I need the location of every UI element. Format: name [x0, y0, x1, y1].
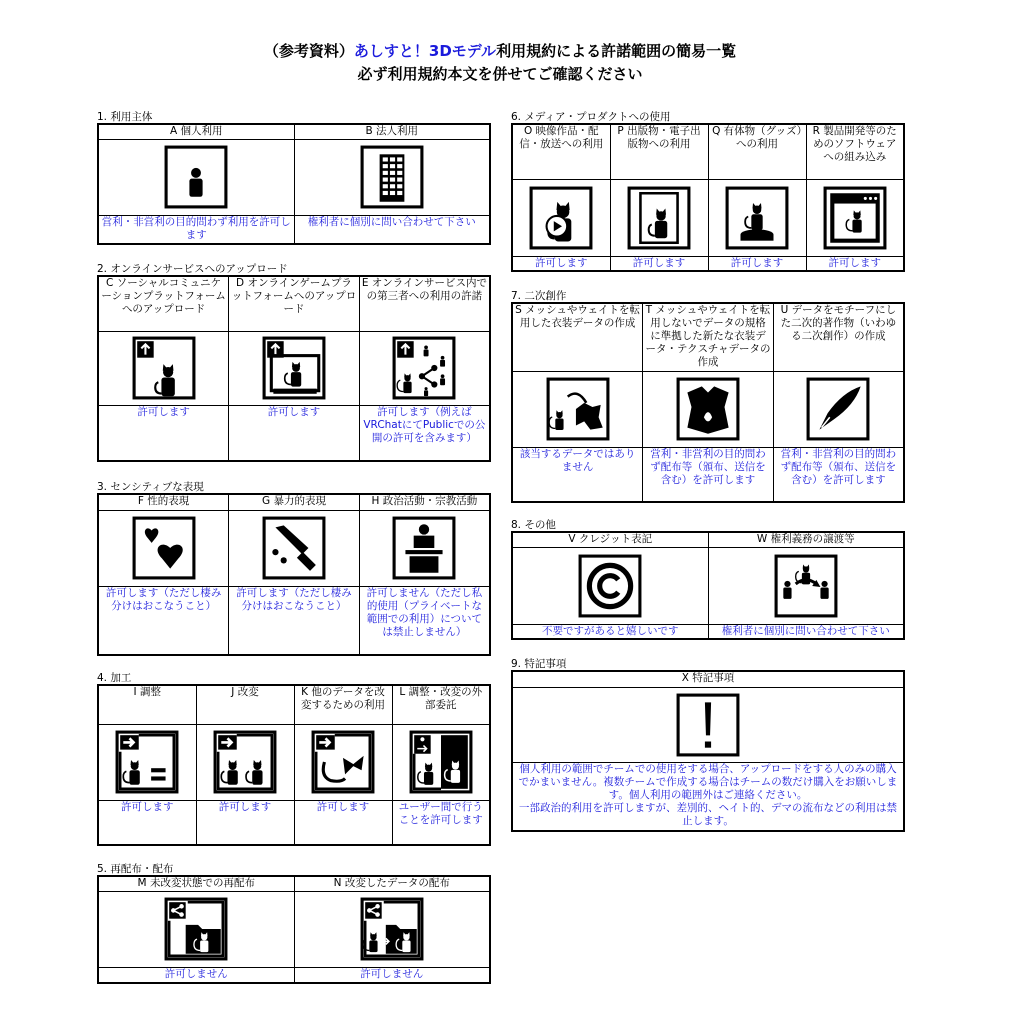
icon-cell	[359, 510, 490, 586]
permission-text: 権利者に個別に問い合わせて下さい	[708, 624, 904, 639]
permission-text: 許可します	[806, 256, 904, 271]
section-label: 6. メディア・プロダクトへの使用	[511, 111, 671, 123]
section-label: 2. オンラインサービスへのアップロード	[97, 263, 288, 275]
icon-cell	[512, 371, 643, 447]
license-table	[97, 123, 491, 245]
icon-cell	[294, 724, 392, 800]
section-3	[97, 480, 491, 656]
column-header: E オンラインサービス内での第三者への利用の許諾	[359, 276, 490, 331]
license-table	[511, 123, 905, 272]
share-modified-icon	[359, 896, 425, 962]
permission-text: 許可します	[294, 800, 392, 845]
permission-text: 個人利用の範囲でチームでの使用をする場合、アップロードをする人のみの購入でかまいません。複数チームで作成する場合はチームの数だけ購入をお願いします。個人利用の範囲外はご連絡ください。 一部政治的利用を許可しますが、差別的、ヘイト的、デマの流布などの利用は禁止します。	[512, 762, 904, 831]
icon-cell	[512, 547, 708, 624]
icon-cell	[359, 331, 490, 405]
section-label: 1. 利用主体	[97, 111, 153, 123]
column-header: L 調整・改変の外部委託	[392, 685, 490, 724]
column-header: B 法人利用	[294, 124, 490, 139]
license-table	[511, 302, 905, 503]
icon-cell	[392, 724, 490, 800]
icon-cell	[98, 724, 196, 800]
permission-text: 許可します	[196, 800, 294, 845]
icon-cell	[98, 510, 229, 586]
upload-monitor-icon	[261, 335, 327, 401]
column-header: T メッシュやウェイトを転用しないでデータの規格に準拠した新たな衣装データ・テクスチャデータの作成	[643, 303, 774, 371]
permission-text: 許可します	[98, 405, 229, 461]
column-header: J 改変	[196, 685, 294, 724]
section-label: 5. 再配布・配布	[97, 863, 174, 875]
permission-text: 営利・非営利の目的問わず配布等（頒布、送信を含む）を許可します	[773, 447, 904, 502]
permission-text: 許可します（例えばVRChatにてPublicでの公開の許可を含みます）	[359, 405, 490, 461]
permission-text: ユーザー間で行うことを許可します	[392, 800, 490, 845]
figure-icon	[724, 185, 790, 251]
modify-icon	[212, 729, 278, 795]
section-7	[511, 289, 905, 503]
column-header: F 性的表現	[98, 494, 229, 510]
permission-text: 権利者に個別に問い合わせて下さい	[294, 215, 490, 244]
column-header: K 他のデータを改変するための利用	[294, 685, 392, 724]
section-label: 7. 二次創作	[511, 290, 567, 302]
section-9	[511, 657, 905, 832]
icon-cell	[806, 179, 904, 256]
permission-text: 許可します	[610, 256, 708, 271]
icon-cell	[196, 724, 294, 800]
column-header: I 調整	[98, 685, 196, 724]
icon-cell	[294, 891, 490, 967]
column-header: A 個人利用	[98, 124, 294, 139]
upload-avatar-icon	[131, 335, 197, 401]
column-header: P 出版物・電子出版物への利用	[610, 124, 708, 179]
outsource-icon	[408, 729, 474, 795]
knife-icon	[261, 515, 327, 581]
column-header: V クレジット表記	[512, 532, 708, 547]
icon-cell	[708, 179, 806, 256]
column-header: X 特記事項	[512, 671, 904, 687]
adjust-icon	[114, 729, 180, 795]
podium-icon	[391, 515, 457, 581]
column-header: O 映像作品・配信・放送への利用	[512, 124, 610, 179]
icon-cell	[708, 547, 904, 624]
hearts-icon	[131, 515, 197, 581]
convert-clothes-icon	[545, 376, 611, 442]
permission-text: 許可します	[98, 800, 196, 845]
icon-cell	[643, 371, 774, 447]
share-folder-icon	[163, 896, 229, 962]
license-table	[97, 493, 491, 656]
section-5	[97, 862, 491, 984]
icon-cell	[98, 139, 294, 215]
pen-icon	[805, 376, 871, 442]
parts-icon	[310, 729, 376, 795]
permission-text: 許可します	[229, 405, 360, 461]
section-label: 4. 加工	[97, 672, 132, 684]
column-header: U データをモチーフにした二次的著作物（いわゆる二次創作）の作成	[773, 303, 904, 371]
permission-text: 許可します	[512, 256, 610, 271]
icon-cell	[294, 139, 490, 215]
transfer-icon	[773, 553, 839, 619]
column-header: M 未改変状態での再配布	[98, 876, 294, 891]
column-header: S メッシュやウェイトを転用した衣装データの作成	[512, 303, 643, 371]
clothes-icon	[675, 376, 741, 442]
icon-cell	[98, 891, 294, 967]
icon-cell	[610, 179, 708, 256]
license-table	[97, 275, 491, 462]
permission-text: 許可しません	[294, 967, 490, 983]
icon-cell	[229, 510, 360, 586]
section-label: 8. その他	[511, 519, 556, 531]
column-header: R 製品開発等のためのソフトウェアへの組み込み	[806, 124, 904, 179]
icon-cell	[512, 687, 904, 762]
title-prefix: （参考資料）	[263, 42, 354, 60]
permission-text: 該当するデータではありません	[512, 447, 643, 502]
column-header: N 改変したデータの配布	[294, 876, 490, 891]
column-header: H 政治活動・宗教活動	[359, 494, 490, 510]
software-icon	[822, 185, 888, 251]
license-table	[511, 670, 905, 832]
exclamation-icon	[675, 692, 741, 758]
document-icon	[626, 185, 692, 251]
permission-text: 許可しません（ただし私的使用（プライベートな範囲での利用）については禁止しません）	[359, 586, 490, 655]
column-header: G 暴力的表現	[229, 494, 360, 510]
permission-text: 許可します（ただし棲み分けはおこなうこと）	[98, 586, 229, 655]
permission-text: 不要ですがあると嬉しいです	[512, 624, 708, 639]
license-table	[97, 684, 491, 846]
column-header: C ソーシャルコミュニケーションプラットフォームへのアップロード	[98, 276, 229, 331]
permission-text: 許可します	[708, 256, 806, 271]
section-1	[97, 110, 491, 245]
column-header: D オンラインゲームプラットフォームへのアップロード	[229, 276, 360, 331]
permission-text: 営利・非営利の目的問わず配布等（頒布、送信を含む）を許可します	[643, 447, 774, 502]
column-header: W 権利義務の譲渡等	[708, 532, 904, 547]
video-icon	[528, 185, 594, 251]
title-product-name: あしすと！3Dモデル	[353, 42, 497, 60]
page-subtitle: 必ず利用規約本文を併せてご確認ください	[357, 65, 643, 83]
title-suffix: 利用規約による許諾範囲の簡易一覧	[496, 42, 737, 60]
copyright-icon	[577, 553, 643, 619]
icon-cell	[98, 331, 229, 405]
icon-cell	[773, 371, 904, 447]
page-title	[0, 40, 1000, 61]
section-2	[97, 262, 491, 462]
column-header: Q 有体物（グッズ）への利用	[708, 124, 806, 179]
icon-cell	[512, 179, 610, 256]
license-table	[97, 875, 491, 984]
section-4	[97, 671, 491, 846]
permission-text: 許可しません	[98, 967, 294, 983]
permission-text: 許可します（ただし棲み分けはおこなうこと）	[229, 586, 360, 655]
permission-text: 営利・非営利の目的問わず利用を許可します	[98, 215, 294, 244]
section-6	[511, 110, 905, 272]
section-label: 9. 特記事項	[511, 658, 567, 670]
section-label: 3. センシティブな表現	[97, 481, 204, 493]
person-icon	[163, 144, 229, 210]
license-table	[511, 531, 905, 640]
section-8	[511, 518, 905, 640]
upload-share-icon	[391, 335, 457, 401]
building-icon	[359, 144, 425, 210]
icon-cell	[229, 331, 360, 405]
